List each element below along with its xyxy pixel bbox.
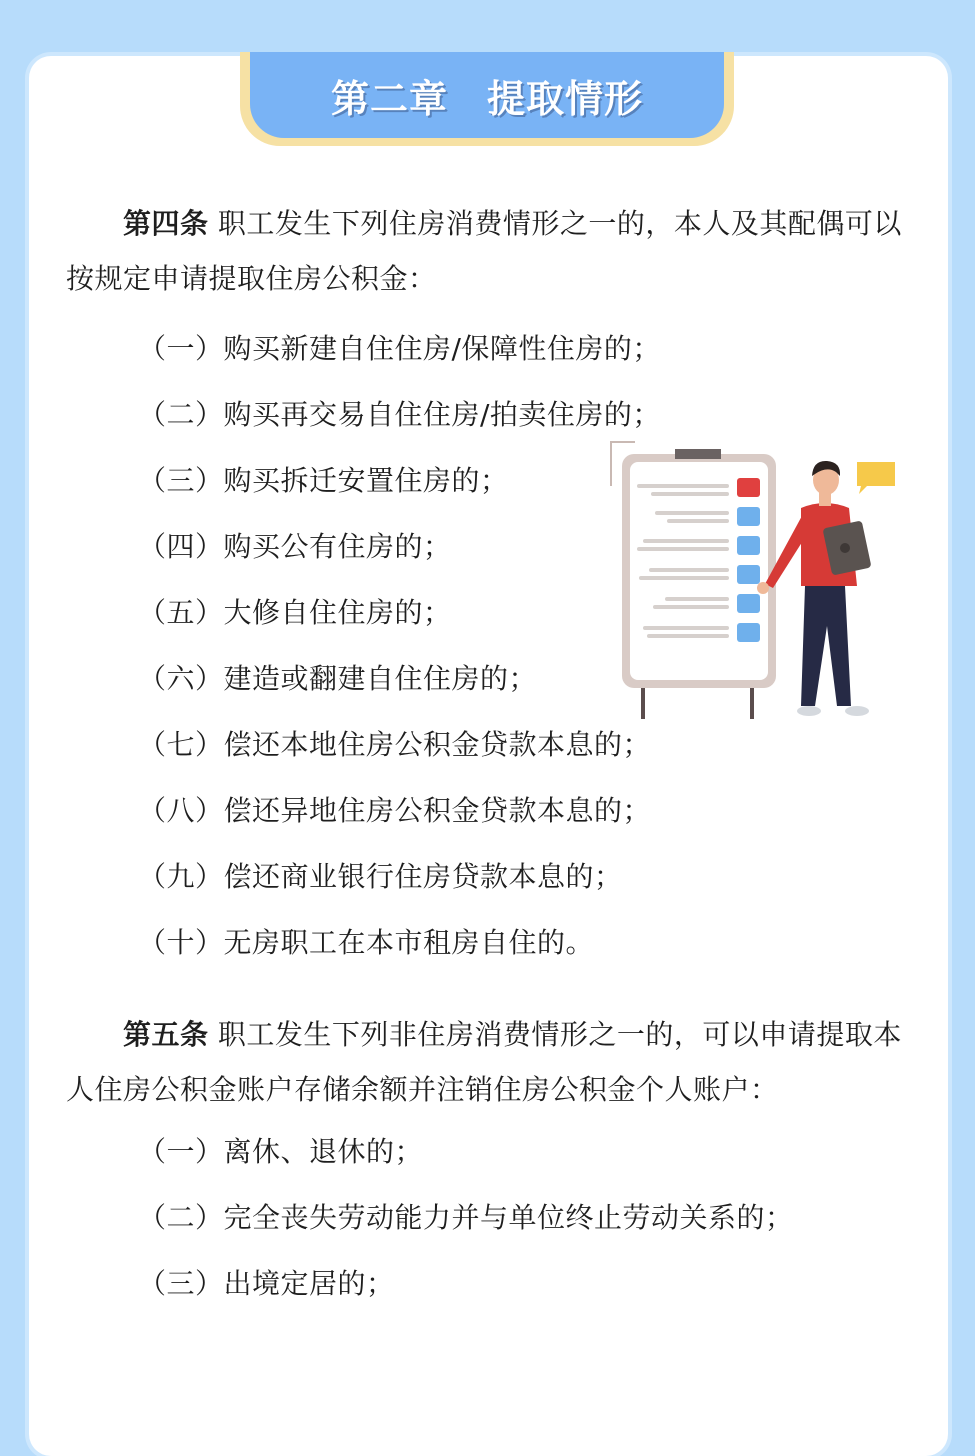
article-5-item: （二）完全丧失劳动能力并与单位终止劳动关系的； — [138, 1201, 794, 1234]
article-4-item: （六）建造或翻建自住住房的； — [138, 662, 538, 695]
chapter-title: 第二章 提取情形 — [330, 76, 643, 121]
article-4-item: （四）购买公有住房的； — [138, 530, 452, 563]
article-4-item: （三）购买拆迁安置住房的； — [138, 464, 509, 497]
article-4-item: （一）购买新建自住住房/保障性住房的； — [138, 332, 661, 365]
article-4-heading: 第四条 — [123, 207, 209, 240]
article-4-item: （八）偿还异地住房公积金贷款本息的； — [138, 794, 652, 827]
person-presenting-checklist-board-icon — [605, 436, 905, 726]
article-4-item: （七）偿还本地住房公积金贷款本息的； — [138, 728, 652, 761]
article-5-body: 职工发生下列非住房消费情形之一的，可以申请提取本人住房公积金账户存储余额并注销住房公积金个人账户： — [66, 1018, 902, 1106]
article-4-item: （五）大修自住住房的； — [138, 596, 452, 629]
article-4-item: （十）无房职工在本市租房自住的。 — [138, 926, 595, 959]
article-5-item: （三）出境定居的； — [138, 1267, 395, 1300]
title-tab — [250, 52, 724, 138]
article-4-body: 职工发生下列住房消费情形之一的，本人及其配偶可以按规定申请提取住房公积金： — [66, 207, 902, 295]
article-5-heading: 第五条 — [123, 1018, 209, 1051]
article-5-item: （一）离休、退休的； — [138, 1135, 424, 1168]
article-4-paragraph — [66, 196, 912, 306]
article-5-paragraph — [66, 1007, 912, 1117]
article-4-item: （九）偿还商业银行住房贷款本息的； — [138, 860, 623, 893]
article-4-item: （二）购买再交易自住住房/拍卖住房的； — [138, 398, 661, 431]
